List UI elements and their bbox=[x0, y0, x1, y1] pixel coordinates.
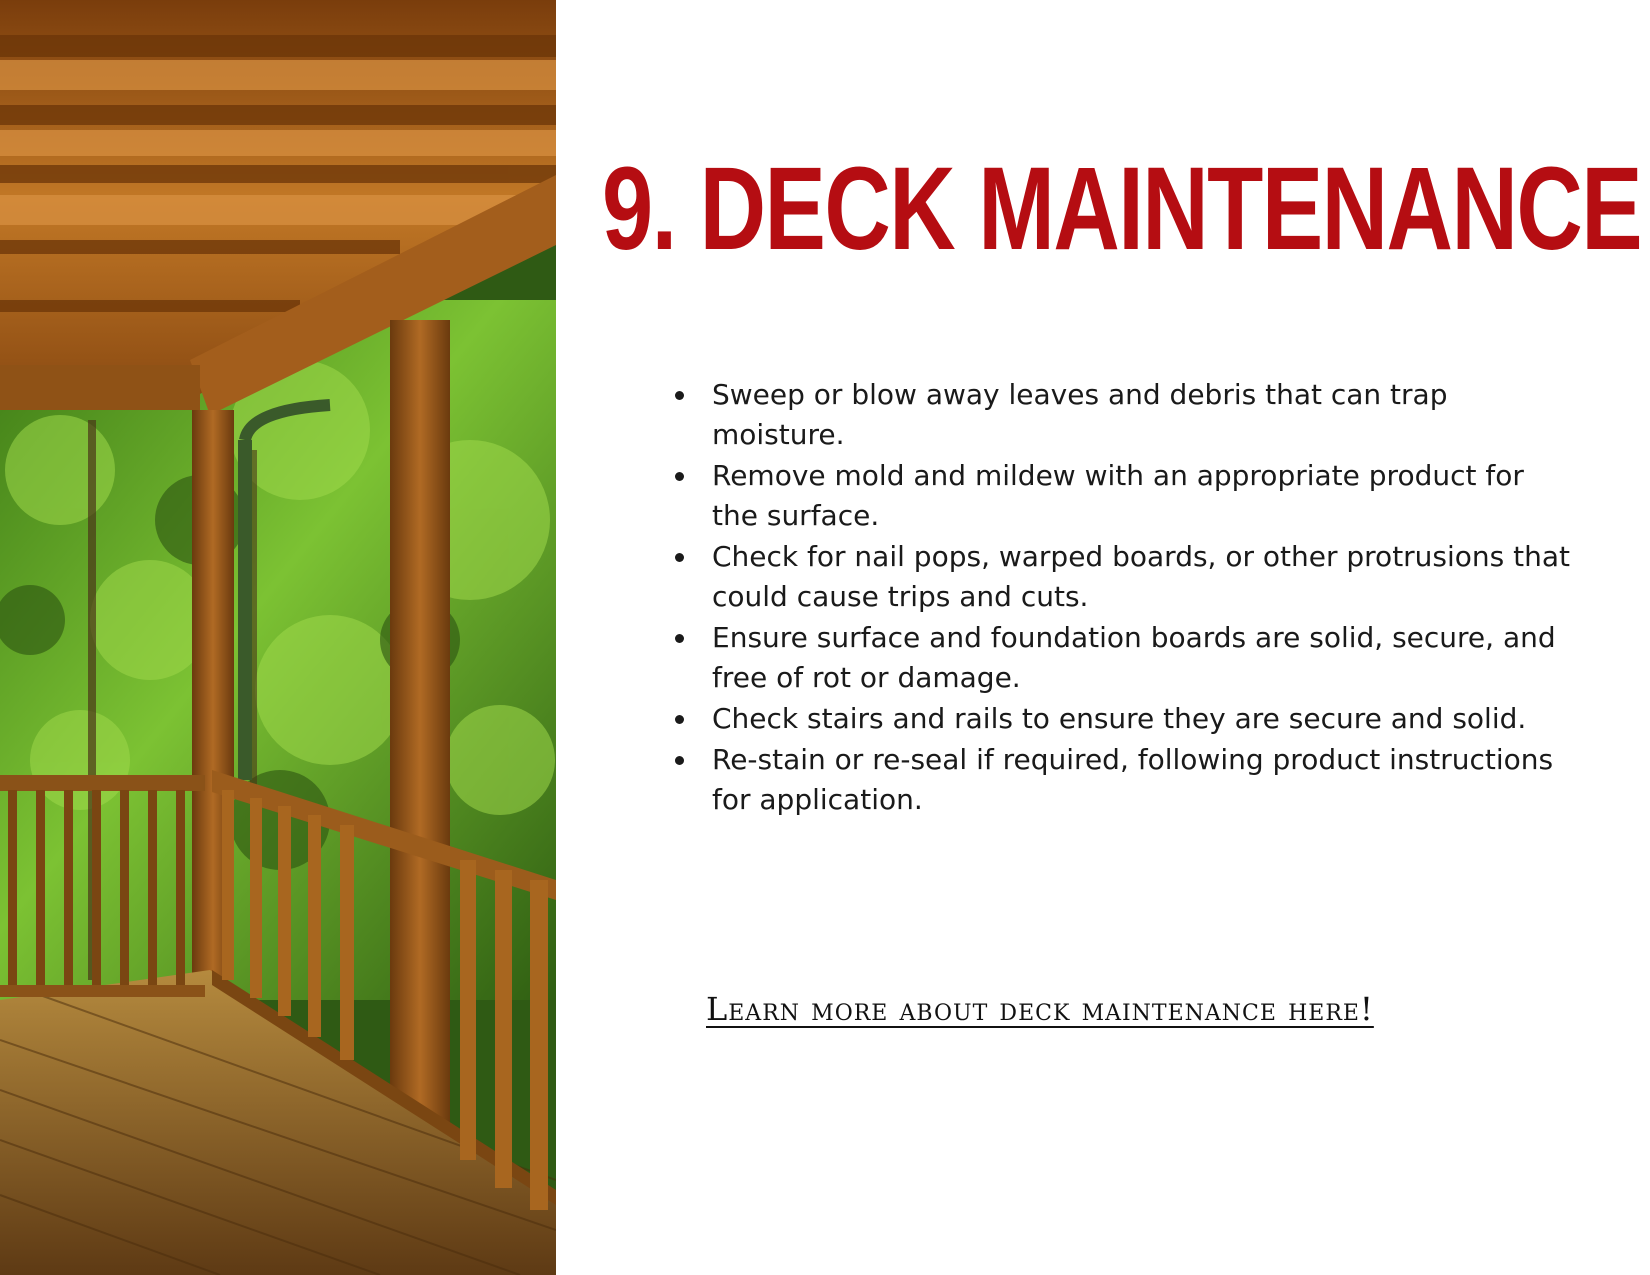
list-item: Check stairs and rails to ensure they are secure and solid. bbox=[712, 699, 1572, 739]
covered-porch-photo bbox=[0, 0, 556, 1275]
page-title: 9. DECK MAINTENANCE bbox=[602, 143, 1642, 275]
list-item: Sweep or blow away leaves and debris that can trap moisture. bbox=[712, 375, 1572, 455]
learn-more-link[interactable]: Learn more about deck maintenance here! bbox=[706, 990, 1374, 1028]
maintenance-checklist bbox=[670, 375, 1572, 821]
list-item: Remove mold and mildew with an appropriate product for the surface. bbox=[712, 456, 1572, 536]
list-item: Re-stain or re-seal if required, following product instructions for application. bbox=[712, 740, 1572, 820]
list-item: Ensure surface and foundation boards are solid, secure, and free of rot or damage. bbox=[712, 618, 1572, 698]
porch-illustration bbox=[0, 0, 556, 1275]
list-item: Check for nail pops, warped boards, or other protrusions that could cause trips and cuts. bbox=[712, 537, 1572, 617]
